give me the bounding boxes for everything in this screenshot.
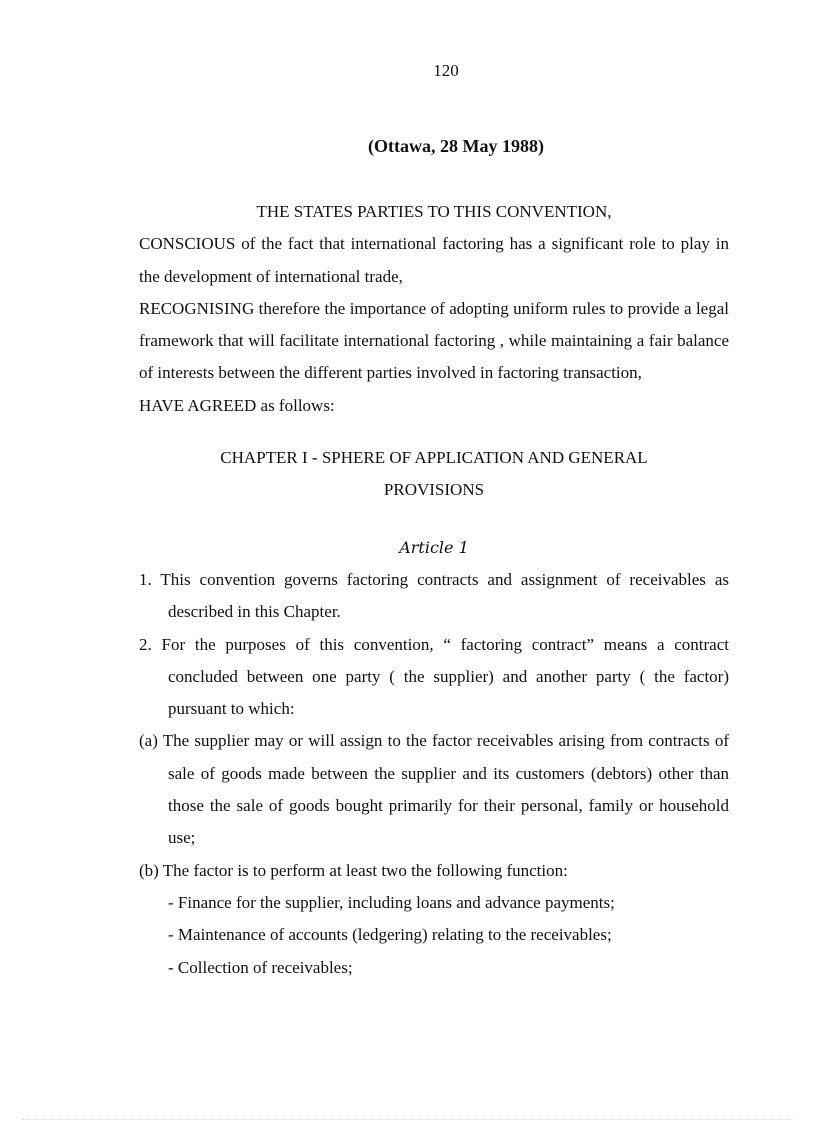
article-item-b: (b) The factor is to perform at least two the following function: [139, 860, 568, 880]
page-number: 120 [433, 61, 459, 80]
preamble-heading: THE STATES PARTIES TO THIS CONVENTION, [256, 202, 612, 221]
chapter-title-line1: CHAPTER I - SPHERE OF APPLICATION AND GENERAL [220, 448, 648, 468]
preamble-have-agreed: HAVE AGREED as follows: [139, 395, 335, 415]
document-body [139, 196, 729, 984]
convention-date-line: (Ottawa, 28 May 1988) [368, 136, 544, 156]
page-bottom-divider [22, 1119, 794, 1120]
article-item-1: 1. This convention governs factoring contracts and assignment of receivables as described in this Chapter. [139, 569, 729, 622]
article-title: Article 1 [399, 537, 469, 557]
preamble-conscious: CONSCIOUS of the fact that international factoring has a significant role to play in the development of international trade, [139, 234, 729, 286]
function-bullet-finance: - Finance for the supplier, including loans and advance payments; [168, 892, 615, 912]
article-item-2: 2. For the purposes of this convention, “ factoring contract” means a contract concluded between one party ( the supplier) and another party ( the factor) pursuant to which: [139, 634, 729, 719]
preamble-recognising: RECOGNISING therefore the importance of adopting uniform rules to provide a legal framework that will facilitate international factoring , while maintaining a fair balance of interests between the different parties involved in factoring transaction, [139, 298, 729, 383]
function-bullet-collection: - Collection of receivables; [168, 957, 353, 977]
function-bullet-ledgering: - Maintenance of accounts (ledgering) relating to the receivables; [168, 925, 612, 945]
chapter-title-line2: PROVISIONS [383, 480, 485, 500]
article-item-a: (a) The supplier may or will assign to the factor receivables arising from contracts of sale of goods made between the supplier and its customers (debtors) other than those the sale of goods bought primarily for their personal, family or household use; [139, 731, 729, 848]
